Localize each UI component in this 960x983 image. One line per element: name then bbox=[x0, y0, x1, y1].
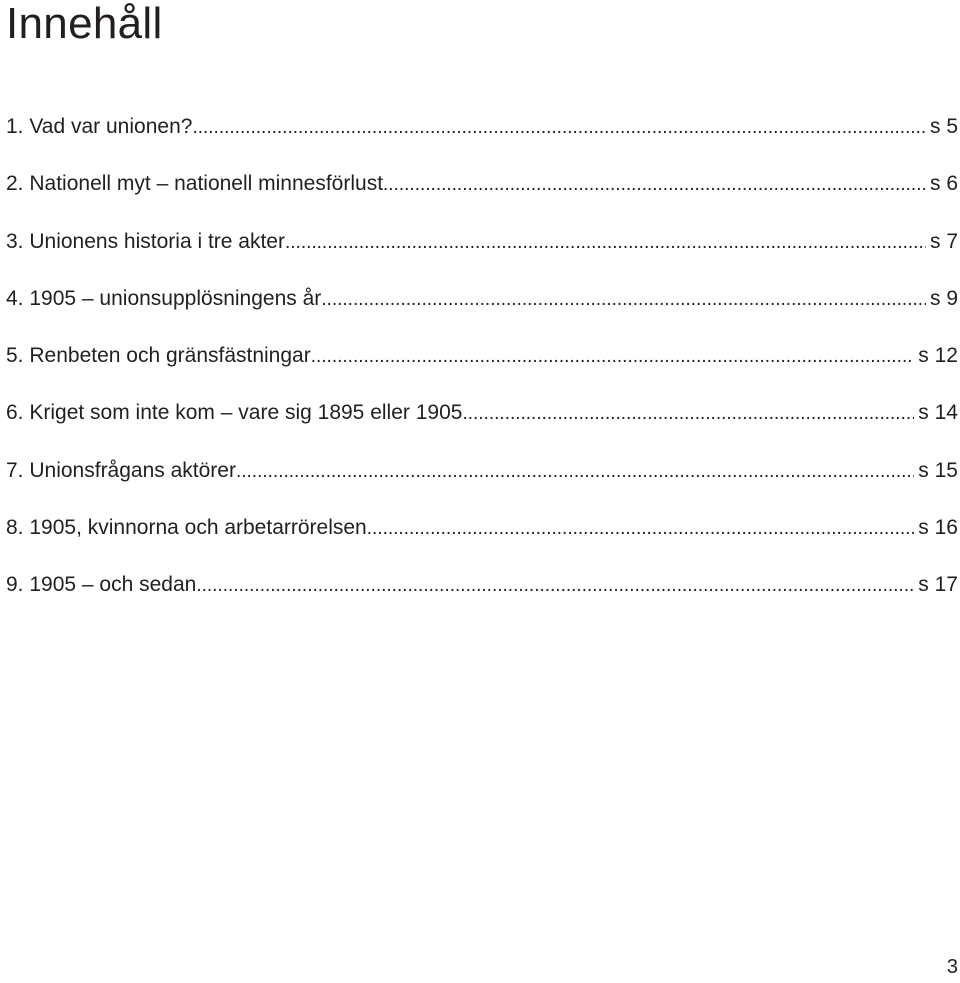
toc-entry-page: s 14 bbox=[918, 401, 958, 425]
toc-entry-number: 6. bbox=[6, 401, 24, 425]
toc-entry-page: s 7 bbox=[929, 229, 958, 253]
toc-entry-number: 8. bbox=[6, 516, 24, 540]
toc-entry-number: 3. bbox=[6, 229, 24, 253]
toc-entry-title: 1905 – unionsupplösningens år bbox=[29, 286, 322, 310]
toc-entry-number: 9. bbox=[6, 573, 24, 597]
toc-entry-number: 7. bbox=[6, 458, 24, 482]
toc-entry-title: Nationell myt – nationell minnesförlust bbox=[29, 172, 384, 196]
toc-entry-page: s 9 bbox=[929, 286, 958, 310]
toc-entry-title: Vad var unionen? bbox=[29, 115, 193, 138]
toc-entry-8[interactable] bbox=[6, 513, 958, 570]
dot-leader bbox=[383, 169, 926, 200]
toc-entry-9[interactable] bbox=[6, 570, 958, 627]
toc-entry-page: s 15 bbox=[918, 458, 958, 482]
toc-entry-number: 4. bbox=[6, 286, 24, 310]
dot-leader bbox=[321, 284, 926, 315]
toc-entry-title: 1905, kvinnorna och arbetarrörelsen bbox=[29, 516, 367, 540]
toc-entry-page: s 12 bbox=[918, 344, 958, 368]
toc-entry-number: 2. bbox=[6, 172, 24, 196]
dot-leader bbox=[196, 570, 914, 601]
toc-entry-6[interactable] bbox=[6, 398, 958, 455]
toc-entry-title: Kriget som inte kom – vare sig 1895 eller 1905 bbox=[29, 401, 463, 425]
toc-entry-page: s 6 bbox=[929, 172, 958, 196]
toc-entry-2[interactable] bbox=[6, 169, 958, 226]
toc-entry-page: s 16 bbox=[918, 516, 958, 540]
dot-leader bbox=[192, 112, 926, 143]
toc-entry-page: s 17 bbox=[918, 573, 958, 597]
toc-entry-3[interactable] bbox=[6, 227, 958, 284]
toc-entry-number: 5. bbox=[6, 344, 24, 368]
toc-entry-5[interactable] bbox=[6, 341, 958, 398]
dot-leader bbox=[462, 398, 914, 429]
toc-entry-page: s 5 bbox=[929, 115, 958, 138]
toc-entry-number: 1. bbox=[6, 115, 24, 138]
toc-entry-title: Renbeten och gränsfästningar bbox=[29, 344, 311, 368]
table-of-contents bbox=[6, 112, 958, 628]
dot-leader bbox=[236, 456, 914, 487]
toc-entry-title: Unionsfrågans aktörer bbox=[29, 458, 236, 482]
toc-entry-4[interactable] bbox=[6, 284, 958, 341]
toc-entry-7[interactable] bbox=[6, 456, 958, 513]
dot-leader bbox=[367, 513, 915, 544]
toc-entry-1[interactable] bbox=[6, 112, 958, 169]
page-number: 3 bbox=[946, 956, 958, 978]
toc-entry-title: 1905 – och sedan bbox=[29, 573, 197, 597]
dot-leader bbox=[311, 341, 915, 372]
dot-leader bbox=[285, 227, 926, 258]
toc-entry-title: Unionens historia i tre akter bbox=[29, 229, 285, 253]
page-title: Innehåll bbox=[6, 0, 163, 48]
